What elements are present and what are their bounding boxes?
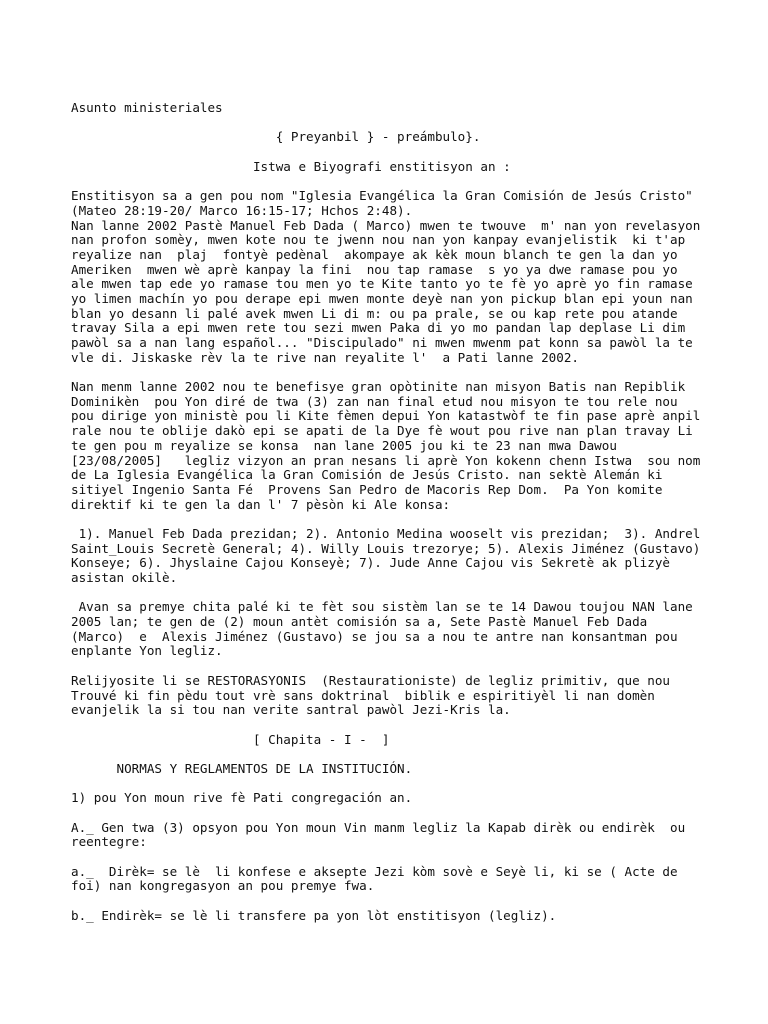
text-line: 1). Manuel Feb Dada prezidan; 2). Antonio Medina wooselt vis prezidan; 3). Andrel [71,525,701,541]
text-line: a._ Dirèk= se lè li konfese e aksepte Jezi kòm sovè e Seyè li, ki se ( Acte de [71,863,678,879]
text-line: A._ Gen twa (3) opsyon pou Yon moun Vin manm legliz la Kapab dirèk ou endirèk ou [71,819,686,835]
text-line: (Marco) e Alexis Jiménez (Gustavo) se jou sa a nou te antre nan konsantman pou [71,628,678,644]
text-line: foi) nan kongregasyon an pou premye fwa. [71,878,375,894]
text-line: 2005 lan; te gen de (2) moun antèt comisión sa a, Sete Pastè Manuel Feb Dada [71,614,648,630]
text-line: Dominikèn pou Yon diré de twa (3) zan nan final etud nou misyon te tou rele nou [71,393,678,409]
text-line: yo limen machín yo pou derape epi mwen monte deyè nan yon pickup blan epi youn nan [71,290,693,306]
text-line: blan yo desann li palé avek mwen Li di m: ou pa prale, se ou kap rete pou atande [71,305,678,321]
text-line: reentegre: [71,834,147,850]
preamble-title: { Preyanbil } - preámbulo}. [71,129,481,145]
text-line: pou dirige yon ministè pou li Kite fèmen depui Yon katastwòf te fin pase aprè anpil [71,408,701,424]
rule-item-1: 1) pou Yon moun rive fè Pati congregación an. [71,790,413,806]
text-line: enplante Yon legliz. [71,643,223,659]
text-line: asistan okilè. [71,570,178,585]
paragraph-founding [71,380,768,512]
text-line: Ameriken mwen wè aprè kanpay la fini nou tap ramase s yo ya dwe ramase pou yo [71,261,678,277]
text-line: Konseye; 6). Jhyslaine Cajou Konseyè; 7). Jude Anne Cajou vis Sekretè ak plizyè [71,555,670,571]
text-line: Nan lanne 2002 Pastè Manuel Feb Dada ( Marco) mwen te twouve m' nan yon revelasyon [71,217,701,233]
text-line: Avan sa premye chita palé ki te fèt sou sistèm lan se te 14 Dawou toujou NAN lane [71,599,693,615]
document-heading: Asunto ministeriales [71,100,223,115]
text-line: Relijyosite li se RESTORASYONIS (Restaurationiste) de legliz primitiv, que nou [71,672,670,688]
rule-item-b: b._ Endirèk= se lè li transfere pa yon lòt enstitisyon (legliz). [71,907,557,923]
text-line: rale nou te oblije dakò epi se apati de la Dye fè wout pou rive nan plan travay Li [71,423,693,439]
history-title: Istwa e Biyografi enstitisyon an : [71,158,511,174]
chapter-heading: [ Chapita - I - ] [71,731,390,747]
rule-item-a-lower [71,865,768,894]
text-line: direktif ki te gen la dan l' 7 pèsòn ki Ale konsa: [71,496,451,512]
text-line: [23/08/2005] legliz vizyon an pran nesans li aprè Yon kokenn chenn Istwa sou nom [71,452,701,468]
text-line: sitiyel Ingenio Santa Fé Provens San Pedro de Macoris Rep Dom. Pa Yon komite [71,481,663,497]
text-line: nan profon somèy, mwen kote nou te jwenn nou nan yon kanpay evanjelistik ki t'ap [71,232,686,248]
paragraph-committee [71,527,768,586]
rule-item-a-upper [71,821,768,850]
text-line: (Mateo 28:19-20/ Marco 16:15-17; Hchos 2:48). [71,202,413,218]
text-line: Trouvé ki fin pèdu tout vrè sans doktrinal biblik e espiritiyèl li nan domèn [71,687,655,703]
text-line: de La Iglesia Evangélica la Gran Comisión de Jesús Cristo. nan sektè Alemán ki [71,467,663,483]
text-line: Enstitisyon sa a gen pou nom "Iglesia Evangélica la Gran Comisión de Jesús Cristo" [71,188,693,204]
text-line: pawòl sa a nan lang español... "Discipulado" ni mwen mwenm pat konn sa pawòl la te [71,335,693,350]
text-line: travay Sila a epi mwen rete tou sezi mwen Paka di yo mo pandan lap deplase Li dim [71,320,686,336]
text-line: Nan menm lanne 2002 nou te benefisye gran opòtinite nan misyon Batis nan Repiblik [71,379,686,395]
norms-heading: NORMAS Y REGLAMENTOS DE LA INSTITUCIÓN. [71,760,413,776]
text-line: vle di. Jiskaske rèv la te rive nan reyalite l' a Pati lanne 2002. [71,349,579,365]
text-line: ale mwen tap ede yo ramase tou men yo te Kite tanto yo te fè yo aprè yo fin ramase [71,276,693,292]
paragraph-first-meeting [71,600,768,659]
paragraph-religiosity [71,674,768,718]
text-line: evanjelik la si tou nan verite santral pawòl Jezi-Kris la. [71,702,511,718]
text-line: te gen pou m reyalize se konsa nan lane 2005 jou ki te 23 nan mwa Dawou [71,437,617,453]
text-line: Saint_Louis Secretè General; 4). Willy Louis trezorye; 5). Alexis Jiménez (Gustavo) [71,540,701,556]
paragraph-history [71,189,768,365]
text-line: reyalize nan plaj fontyè pedènal akompaye ak kèk moun blanch te gen la dan yo [71,246,678,262]
